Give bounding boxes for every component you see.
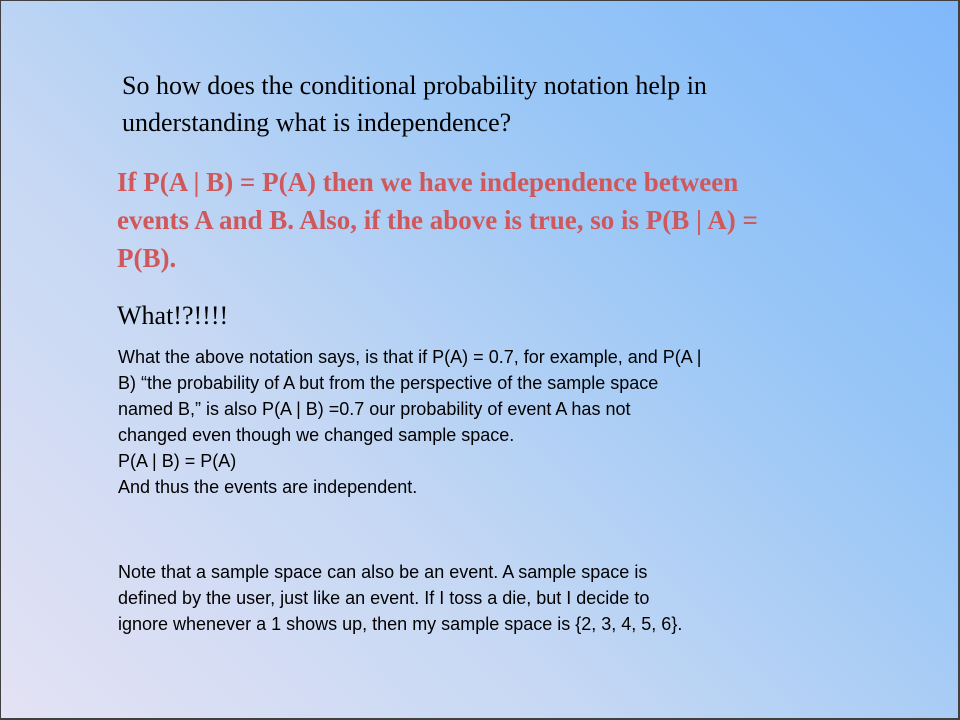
statement-line: If P(A | B) = P(A) then we have independence between	[117, 167, 739, 197]
question-line: understanding what is independence?	[122, 108, 512, 137]
explanation-line: named B,” is also P(A | B) =0.7 our probability of event A has not	[118, 399, 631, 419]
note-line: defined by the user, just like an event. If I toss a die, but I decide to	[118, 588, 650, 608]
explanation-line: B) “the probability of A but from the perspective of the sample space	[118, 373, 659, 393]
slide	[1, 1, 958, 718]
explanation-paragraph	[118, 344, 908, 500]
note-paragraph	[118, 559, 908, 637]
exclamation-text: What!?!!!!	[117, 301, 229, 330]
explanation-line: And thus the events are independent.	[118, 477, 418, 497]
explanation-line: What the above notation says, is that if P(A) = 0.7, for example, and P(A |	[118, 347, 702, 367]
question-heading	[122, 67, 862, 141]
statement-line: P(B).	[117, 243, 177, 273]
explanation-line: P(A | B) = P(A)	[118, 451, 237, 471]
note-line: Note that a sample space can also be an event. A sample space is	[118, 562, 648, 582]
statement-line: events A and B. Also, if the above is true, so is P(B | A) =	[117, 205, 758, 235]
note-line: ignore whenever a 1 shows up, then my sample space is {2, 3, 4, 5, 6}.	[118, 614, 683, 634]
question-line: So how does the conditional probability notation help in	[122, 71, 707, 100]
independence-statement	[117, 163, 907, 277]
explanation-line: changed even though we changed sample space.	[118, 425, 515, 445]
